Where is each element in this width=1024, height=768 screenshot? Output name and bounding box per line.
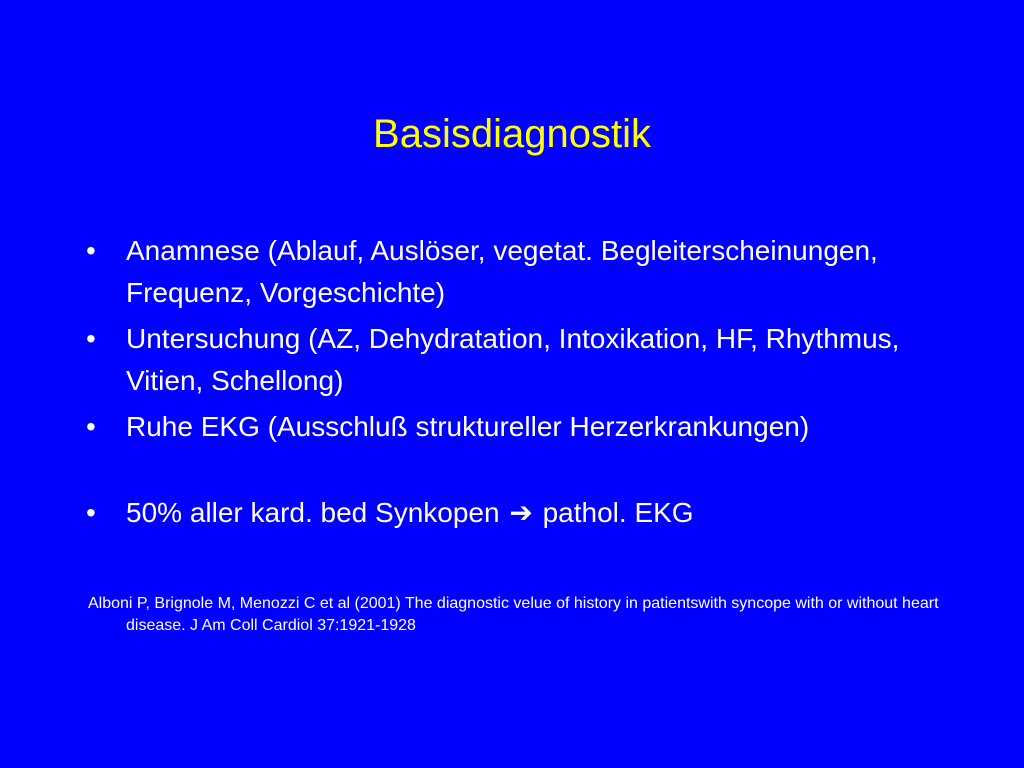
- slide-title: Basisdiagnostik: [373, 112, 651, 156]
- bullet-dot-icon: •: [86, 323, 96, 354]
- bullet-list: [84, 230, 944, 538]
- bullet-dot-icon: •: [86, 411, 96, 442]
- bullet-item-ruhe-ekg: [84, 406, 944, 448]
- bullet-text: Untersuchung (AZ, Dehydratation, Intoxikation, HF, Rhythmus, Vitien, Schellong): [126, 323, 900, 396]
- bullet-item-finding: [84, 492, 944, 534]
- finding-text-after: pathol. EKG: [542, 497, 694, 528]
- bullet-dot-icon: •: [86, 497, 96, 528]
- bullet-dot-icon: •: [86, 235, 96, 266]
- right-arrow-icon: ➔: [509, 497, 533, 528]
- bullet-text: Anamnese (Ablauf, Auslöser, vegetat. Begleiterscheinungen, Frequenz, Vorgeschichte): [126, 235, 878, 308]
- citation-reference: Alboni P, Brignole M, Menozzi C et al (2001) The diagnostic velue of history in patientswith syncope with or without heart disease. J Am Coll Cardiol 37:1921-1928: [88, 595, 939, 634]
- bullet-text: Ruhe EKG (Ausschluß struktureller Herzerkrankungen): [126, 411, 810, 442]
- finding-text-before: 50% aller kard. bed Synkopen: [126, 497, 500, 528]
- bullet-item-anamnese: [84, 230, 944, 314]
- bullet-item-untersuchung: [84, 318, 944, 402]
